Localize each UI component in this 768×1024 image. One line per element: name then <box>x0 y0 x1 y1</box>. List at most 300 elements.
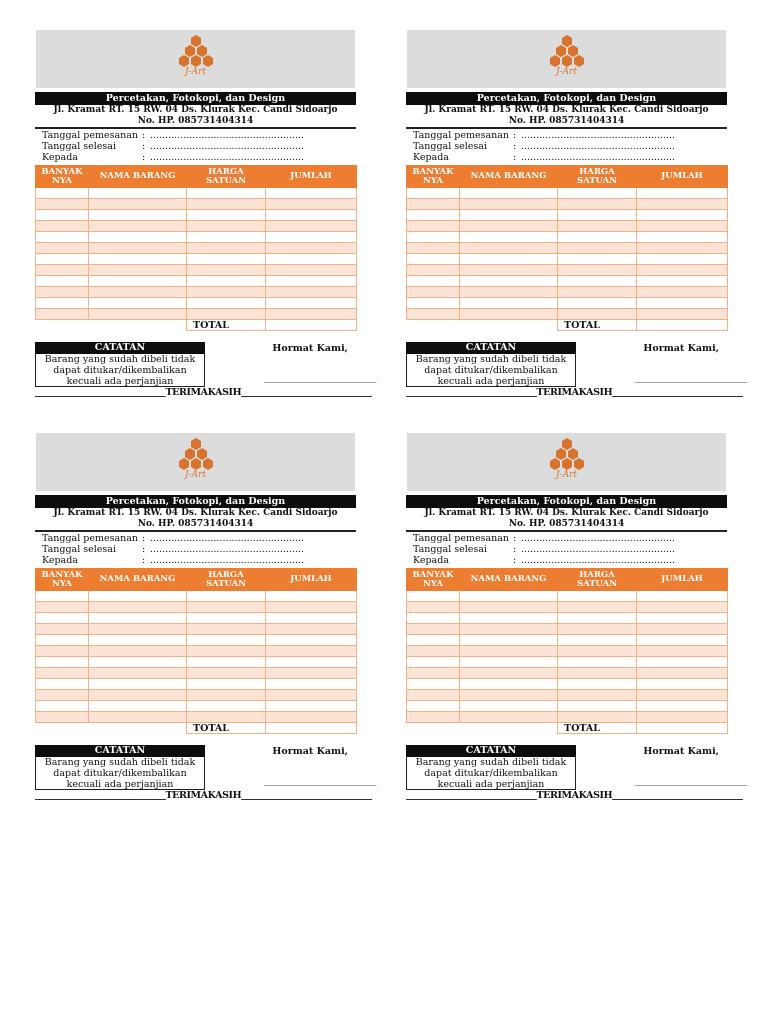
field-value[interactable]: ................................................... <box>150 130 305 141</box>
cell-nama-barang[interactable] <box>460 243 558 254</box>
cell-harga-satuan[interactable] <box>558 199 637 210</box>
cell-banyaknya[interactable] <box>36 254 89 265</box>
table-row <box>36 188 357 199</box>
cell-harga-satuan[interactable] <box>558 232 637 243</box>
col-banyaknya: BANYAK NYA <box>36 166 89 188</box>
cell-banyaknya[interactable] <box>407 690 460 701</box>
total-value[interactable] <box>637 723 728 734</box>
catatan-line: dapat ditukar/dikembalikan <box>424 365 558 376</box>
cell-harga-satuan[interactable] <box>558 602 637 613</box>
cell-banyaknya[interactable] <box>407 591 460 602</box>
table-row <box>407 657 728 668</box>
cell-banyaknya[interactable] <box>36 309 89 320</box>
business-title: Percetakan, Fotokopi, dan Design <box>406 495 727 508</box>
cell-banyaknya[interactable] <box>36 265 89 276</box>
cell-harga-satuan[interactable] <box>187 602 266 613</box>
cell-harga-satuan[interactable] <box>558 591 637 602</box>
field-value[interactable]: ................................................... <box>521 555 676 566</box>
table-row <box>36 602 357 613</box>
cell-harga-satuan[interactable] <box>558 635 637 646</box>
table-row <box>36 287 357 298</box>
cell-harga-satuan[interactable] <box>187 646 266 657</box>
cell-banyaknya[interactable] <box>407 243 460 254</box>
cell-jumlah[interactable] <box>266 243 357 254</box>
cell-banyaknya[interactable] <box>36 701 89 712</box>
field-value[interactable]: ................................................... <box>521 152 676 163</box>
table-row <box>407 276 728 287</box>
cell-jumlah[interactable] <box>266 232 357 243</box>
col-nama-barang: NAMA BARANG <box>460 569 558 591</box>
field-separator: : <box>142 141 146 152</box>
cell-banyaknya[interactable] <box>36 679 89 690</box>
cell-nama-barang[interactable] <box>89 613 187 624</box>
cell-harga-satuan[interactable] <box>558 646 637 657</box>
cell-harga-satuan[interactable] <box>187 613 266 624</box>
cell-harga-satuan[interactable] <box>558 701 637 712</box>
field-label: Kepada <box>413 152 449 163</box>
field-tanggal-pemesanan <box>413 533 675 544</box>
cell-banyaknya[interactable] <box>36 276 89 287</box>
cell-banyaknya[interactable] <box>407 287 460 298</box>
cell-harga-satuan[interactable] <box>558 613 637 624</box>
cell-harga-satuan[interactable] <box>558 657 637 668</box>
cell-nama-barang[interactable] <box>460 276 558 287</box>
business-address: Jl. Kramat RT. 15 RW. 04 Ds. Klurak Kec. Candi Sidoarjo <box>424 105 709 115</box>
cell-nama-barang[interactable] <box>460 657 558 668</box>
cell-harga-satuan[interactable] <box>558 243 637 254</box>
cell-jumlah[interactable] <box>266 690 357 701</box>
cell-harga-satuan[interactable] <box>187 635 266 646</box>
cell-banyaknya[interactable] <box>36 624 89 635</box>
cell-banyaknya[interactable] <box>36 210 89 221</box>
cell-banyaknya[interactable] <box>407 188 460 199</box>
cell-banyaknya[interactable] <box>36 690 89 701</box>
cell-nama-barang[interactable] <box>89 657 187 668</box>
receipt-form <box>35 433 376 813</box>
cell-nama-barang[interactable] <box>89 679 187 690</box>
cell-jumlah[interactable] <box>637 309 728 320</box>
cell-banyaknya[interactable] <box>407 701 460 712</box>
cell-jumlah[interactable] <box>266 712 357 723</box>
signature-line[interactable]: ____________________________ <box>264 373 376 383</box>
cell-jumlah[interactable] <box>637 712 728 723</box>
blank-cell <box>460 320 558 331</box>
cell-harga-satuan[interactable] <box>558 287 637 298</box>
field-kepada <box>42 152 304 163</box>
field-value[interactable]: ................................................... <box>521 533 676 544</box>
cell-harga-satuan[interactable] <box>558 309 637 320</box>
cell-banyaknya[interactable] <box>407 309 460 320</box>
cell-jumlah[interactable] <box>637 265 728 276</box>
cell-banyaknya[interactable] <box>407 635 460 646</box>
honeycomb-logo-icon <box>545 34 589 68</box>
cell-jumlah[interactable] <box>637 635 728 646</box>
cell-banyaknya[interactable] <box>407 679 460 690</box>
cell-harga-satuan[interactable] <box>558 679 637 690</box>
col-harga-satuan: HARGA SATUAN <box>558 166 637 188</box>
table-row <box>36 254 357 265</box>
logo-banner <box>407 433 726 491</box>
cell-jumlah[interactable] <box>266 188 357 199</box>
cell-nama-barang[interactable] <box>460 210 558 221</box>
cell-jumlah[interactable] <box>266 679 357 690</box>
cell-nama-barang[interactable] <box>460 298 558 309</box>
table-row <box>36 232 357 243</box>
col-jumlah: JUMLAH <box>637 569 728 591</box>
cell-nama-barang[interactable] <box>460 591 558 602</box>
cell-nama-barang[interactable] <box>89 287 187 298</box>
cell-nama-barang[interactable] <box>460 287 558 298</box>
cell-harga-satuan[interactable] <box>558 624 637 635</box>
cell-jumlah[interactable] <box>637 232 728 243</box>
items-table <box>35 568 357 734</box>
catatan-box <box>406 354 576 387</box>
cell-harga-satuan[interactable] <box>558 210 637 221</box>
cell-jumlah[interactable] <box>266 254 357 265</box>
cell-nama-barang[interactable] <box>89 624 187 635</box>
cell-harga-satuan[interactable] <box>187 668 266 679</box>
cell-nama-barang[interactable] <box>460 602 558 613</box>
cell-nama-barang[interactable] <box>460 701 558 712</box>
field-label: Tanggal pemesanan <box>42 533 139 544</box>
business-address: Jl. Kramat RT. 15 RW. 04 Ds. Klurak Kec. Candi Sidoarjo <box>53 105 338 115</box>
cell-banyaknya[interactable] <box>36 635 89 646</box>
cell-nama-barang[interactable] <box>89 254 187 265</box>
cell-jumlah[interactable] <box>637 668 728 679</box>
honeycomb-logo-icon <box>174 34 218 68</box>
field-value[interactable]: ................................................... <box>521 141 676 152</box>
cell-banyaknya[interactable] <box>36 591 89 602</box>
cell-harga-satuan[interactable] <box>187 679 266 690</box>
table-row <box>407 701 728 712</box>
blank-cell <box>36 723 89 734</box>
cell-banyaknya[interactable] <box>407 298 460 309</box>
cell-nama-barang[interactable] <box>89 232 187 243</box>
total-label: TOTAL <box>187 723 266 734</box>
table-row <box>36 613 357 624</box>
business-phone: No. HP. 085731404314 <box>508 116 625 126</box>
cell-nama-barang[interactable] <box>460 254 558 265</box>
field-separator: : <box>513 555 517 566</box>
catatan-title: CATATAN <box>406 342 576 354</box>
cell-banyaknya[interactable] <box>407 613 460 624</box>
cell-harga-satuan[interactable] <box>558 254 637 265</box>
cell-jumlah[interactable] <box>637 701 728 712</box>
cell-banyaknya[interactable] <box>36 199 89 210</box>
field-value[interactable]: ................................................... <box>150 544 305 555</box>
cell-jumlah[interactable] <box>637 646 728 657</box>
catatan-title: CATATAN <box>35 342 205 354</box>
cell-banyaknya[interactable] <box>407 602 460 613</box>
signature-line[interactable]: ____________________________ <box>635 776 747 786</box>
cell-banyaknya[interactable] <box>407 276 460 287</box>
cell-nama-barang[interactable] <box>460 309 558 320</box>
cell-nama-barang[interactable] <box>460 188 558 199</box>
col-jumlah: JUMLAH <box>266 166 357 188</box>
cell-banyaknya[interactable] <box>36 613 89 624</box>
cell-nama-barang[interactable] <box>89 265 187 276</box>
cell-nama-barang[interactable] <box>460 690 558 701</box>
cell-nama-barang[interactable] <box>89 276 187 287</box>
cell-harga-satuan[interactable] <box>187 276 266 287</box>
cell-banyaknya[interactable] <box>407 221 460 232</box>
cell-banyaknya[interactable] <box>36 657 89 668</box>
field-label: Kepada <box>413 555 449 566</box>
cell-jumlah[interactable] <box>637 602 728 613</box>
field-value[interactable]: ................................................... <box>521 544 676 555</box>
cell-nama-barang[interactable] <box>89 701 187 712</box>
cell-harga-satuan[interactable] <box>187 221 266 232</box>
cell-jumlah[interactable] <box>637 624 728 635</box>
field-label: Tanggal pemesanan <box>42 130 139 141</box>
field-value[interactable]: ................................................... <box>521 130 676 141</box>
cell-harga-satuan[interactable] <box>558 265 637 276</box>
total-row <box>407 320 728 331</box>
catatan-line: Barang yang sudah dibeli tidak <box>44 757 196 768</box>
cell-nama-barang[interactable] <box>89 243 187 254</box>
cell-jumlah[interactable] <box>637 276 728 287</box>
catatan-line: kecuali ada perjanjian <box>437 779 545 790</box>
cell-nama-barang[interactable] <box>460 635 558 646</box>
table-row <box>36 309 357 320</box>
items-table <box>406 165 728 331</box>
field-separator: : <box>513 533 517 544</box>
cell-harga-satuan[interactable] <box>187 287 266 298</box>
table-row <box>36 591 357 602</box>
cell-banyaknya[interactable] <box>407 265 460 276</box>
cell-jumlah[interactable] <box>266 210 357 221</box>
field-tanggal-selesai <box>413 141 675 152</box>
cell-nama-barang[interactable] <box>460 265 558 276</box>
total-value[interactable] <box>266 723 357 734</box>
cell-jumlah[interactable] <box>266 602 357 613</box>
field-kepada <box>42 555 304 566</box>
cell-jumlah[interactable] <box>266 668 357 679</box>
cell-jumlah[interactable] <box>266 701 357 712</box>
cell-nama-barang[interactable] <box>89 668 187 679</box>
cell-jumlah[interactable] <box>637 287 728 298</box>
cell-harga-satuan[interactable] <box>187 199 266 210</box>
field-tanggal-pemesanan <box>413 130 675 141</box>
cell-harga-satuan[interactable] <box>558 276 637 287</box>
cell-nama-barang[interactable] <box>460 613 558 624</box>
cell-harga-satuan[interactable] <box>187 591 266 602</box>
cell-nama-barang[interactable] <box>460 624 558 635</box>
field-value[interactable]: ................................................... <box>150 555 305 566</box>
cell-jumlah[interactable] <box>266 265 357 276</box>
cell-jumlah[interactable] <box>637 199 728 210</box>
field-value[interactable]: ................................................... <box>150 152 305 163</box>
cell-harga-satuan[interactable] <box>187 298 266 309</box>
cell-jumlah[interactable] <box>637 613 728 624</box>
cell-jumlah[interactable] <box>266 613 357 624</box>
cell-nama-barang[interactable] <box>89 188 187 199</box>
cell-banyaknya[interactable] <box>407 712 460 723</box>
cell-jumlah[interactable] <box>266 646 357 657</box>
cell-harga-satuan[interactable] <box>558 221 637 232</box>
cell-harga-satuan[interactable] <box>558 668 637 679</box>
cell-nama-barang[interactable] <box>89 309 187 320</box>
cell-harga-satuan[interactable] <box>558 690 637 701</box>
cell-harga-satuan[interactable] <box>558 298 637 309</box>
cell-jumlah[interactable] <box>637 298 728 309</box>
thanks-line: ______________________________TERIMAKASIH______________________________ <box>406 790 743 801</box>
cell-jumlah[interactable] <box>637 243 728 254</box>
table-row <box>36 646 357 657</box>
cell-jumlah[interactable] <box>266 287 357 298</box>
cell-jumlah[interactable] <box>637 188 728 199</box>
logo-text: J-Art <box>184 67 207 77</box>
field-label: Tanggal selesai <box>413 141 488 152</box>
table-row <box>36 298 357 309</box>
col-banyaknya: BANYAK NYA <box>36 569 89 591</box>
cell-jumlah[interactable] <box>266 591 357 602</box>
cell-jumlah[interactable] <box>637 679 728 690</box>
cell-harga-satuan[interactable] <box>187 188 266 199</box>
cell-banyaknya[interactable] <box>36 712 89 723</box>
cell-banyaknya[interactable] <box>36 188 89 199</box>
cell-nama-barang[interactable] <box>89 712 187 723</box>
items-table <box>406 568 728 734</box>
cell-jumlah[interactable] <box>266 199 357 210</box>
cell-nama-barang[interactable] <box>89 199 187 210</box>
cell-harga-satuan[interactable] <box>558 188 637 199</box>
thanks-line: ______________________________TERIMAKASIH______________________________ <box>35 387 372 398</box>
table-row <box>36 657 357 668</box>
cell-jumlah[interactable] <box>637 657 728 668</box>
cell-nama-barang[interactable] <box>460 712 558 723</box>
signature-line[interactable]: ____________________________ <box>635 373 747 383</box>
table-row <box>36 701 357 712</box>
cell-banyaknya[interactable] <box>407 210 460 221</box>
cell-jumlah[interactable] <box>637 210 728 221</box>
cell-harga-satuan[interactable] <box>187 701 266 712</box>
total-label: TOTAL <box>558 320 637 331</box>
cell-jumlah[interactable] <box>266 309 357 320</box>
cell-nama-barang[interactable] <box>460 679 558 690</box>
cell-jumlah[interactable] <box>266 624 357 635</box>
table-row <box>36 668 357 679</box>
cell-jumlah[interactable] <box>266 276 357 287</box>
cell-harga-satuan[interactable] <box>187 712 266 723</box>
col-nama-barang: NAMA BARANG <box>89 569 187 591</box>
cell-jumlah[interactable] <box>637 254 728 265</box>
cell-banyaknya[interactable] <box>407 624 460 635</box>
total-value[interactable] <box>637 320 728 331</box>
cell-jumlah[interactable] <box>637 690 728 701</box>
logo-text: J-Art <box>555 67 578 77</box>
cell-banyaknya[interactable] <box>407 657 460 668</box>
cell-nama-barang[interactable] <box>89 221 187 232</box>
table-row <box>407 188 728 199</box>
field-label: Kepada <box>42 152 78 163</box>
field-separator: : <box>142 544 146 555</box>
field-tanggal-selesai <box>42 544 304 555</box>
cell-jumlah[interactable] <box>266 635 357 646</box>
cell-harga-satuan[interactable] <box>187 309 266 320</box>
table-row <box>407 221 728 232</box>
field-value[interactable]: ................................................... <box>150 533 305 544</box>
business-phone: No. HP. 085731404314 <box>508 519 625 529</box>
cell-jumlah[interactable] <box>266 298 357 309</box>
col-banyaknya: BANYAK NYA <box>407 569 460 591</box>
catatan-box <box>406 757 576 790</box>
cell-banyaknya[interactable] <box>36 602 89 613</box>
cell-nama-barang[interactable] <box>460 199 558 210</box>
total-row <box>36 723 357 734</box>
cell-banyaknya[interactable] <box>407 646 460 657</box>
cell-nama-barang[interactable] <box>89 646 187 657</box>
catatan-line: Barang yang sudah dibeli tidak <box>44 354 196 365</box>
cell-harga-satuan[interactable] <box>187 232 266 243</box>
cell-nama-barang[interactable] <box>460 221 558 232</box>
cell-banyaknya[interactable] <box>36 287 89 298</box>
cell-harga-satuan[interactable] <box>187 265 266 276</box>
total-row <box>36 320 357 331</box>
cell-nama-barang[interactable] <box>460 232 558 243</box>
cell-harga-satuan[interactable] <box>187 624 266 635</box>
field-separator: : <box>513 544 517 555</box>
field-label: Tanggal selesai <box>42 141 117 152</box>
field-label: Tanggal pemesanan <box>413 533 510 544</box>
cell-nama-barang[interactable] <box>89 602 187 613</box>
thanks-line: ______________________________TERIMAKASIH______________________________ <box>35 790 372 801</box>
cell-harga-satuan[interactable] <box>187 254 266 265</box>
cell-nama-barang[interactable] <box>89 635 187 646</box>
cell-harga-satuan[interactable] <box>558 712 637 723</box>
field-value[interactable]: ................................................... <box>150 141 305 152</box>
cell-jumlah[interactable] <box>266 221 357 232</box>
catatan-title: CATATAN <box>35 745 205 757</box>
cell-banyaknya[interactable] <box>36 232 89 243</box>
cell-banyaknya[interactable] <box>36 298 89 309</box>
cell-harga-satuan[interactable] <box>187 690 266 701</box>
cell-jumlah[interactable] <box>637 221 728 232</box>
table-row <box>36 712 357 723</box>
total-value[interactable] <box>266 320 357 331</box>
cell-banyaknya[interactable] <box>36 243 89 254</box>
cell-jumlah[interactable] <box>266 657 357 668</box>
cell-nama-barang[interactable] <box>460 668 558 679</box>
cell-harga-satuan[interactable] <box>187 657 266 668</box>
signature-line[interactable]: ____________________________ <box>264 776 376 786</box>
cell-banyaknya[interactable] <box>407 668 460 679</box>
cell-banyaknya[interactable] <box>407 254 460 265</box>
hormat-kami: Hormat Kami, <box>643 746 719 757</box>
honeycomb-logo-icon <box>545 437 589 471</box>
cell-nama-barang[interactable] <box>460 646 558 657</box>
cell-nama-barang[interactable] <box>89 690 187 701</box>
cell-banyaknya[interactable] <box>36 646 89 657</box>
cell-banyaknya[interactable] <box>407 199 460 210</box>
business-title: Percetakan, Fotokopi, dan Design <box>35 495 356 508</box>
cell-banyaknya[interactable] <box>36 668 89 679</box>
table-row <box>407 591 728 602</box>
catatan-line: Barang yang sudah dibeli tidak <box>415 354 567 365</box>
cell-nama-barang[interactable] <box>89 210 187 221</box>
cell-nama-barang[interactable] <box>89 591 187 602</box>
col-banyaknya: BANYAK NYA <box>407 166 460 188</box>
cell-harga-satuan[interactable] <box>187 243 266 254</box>
cell-jumlah[interactable] <box>637 591 728 602</box>
field-label: Kepada <box>42 555 78 566</box>
receipt-form <box>35 30 376 410</box>
table-row <box>407 309 728 320</box>
cell-banyaknya[interactable] <box>36 221 89 232</box>
cell-banyaknya[interactable] <box>407 232 460 243</box>
cell-nama-barang[interactable] <box>89 298 187 309</box>
cell-harga-satuan[interactable] <box>187 210 266 221</box>
